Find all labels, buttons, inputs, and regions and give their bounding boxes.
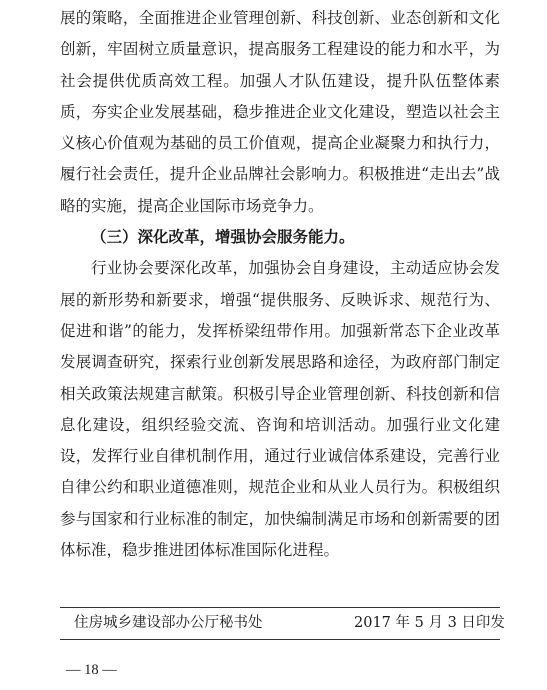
footer-issuer: 住房城乡建设部办公厅秘书处 (74, 615, 263, 631)
body-text (60, 3, 500, 566)
section-heading: （三）深化改革，增强协会服务能力。 (91, 228, 355, 247)
paragraph-continuation: 展的策略，全面推进企业管理创新、科技创新、业态创新和文化创新，牢固树立质量意识，提高服务工程建设的能力和水平，为社会提供优质高效工程。加强人才队伍建设，提升队伍整体素质，夯实企业发展基础，稳步推进企业文化建设，塑造以社会主义核心价值观为基础的员工价值观，提高企业凝聚力和执行力，履行社会责任，提升企业品牌社会影响力。积极推进“走出去”战略的实施，提高企业国际市场竞争力。 (60, 9, 500, 215)
footer-bottom-rule (60, 639, 500, 640)
footer-date: 2017 年 5 月 3 日印发 (354, 615, 505, 631)
footer-top-rule (60, 607, 500, 608)
page-number: — 18 — (66, 662, 117, 678)
section-paragraph: 行业协会要深化改革，加强协会自身建设，主动适应协会发展的新形势和新要求，增强“提供服务、反映诉求、规范行为、促进和谐”的能力，发挥桥梁纽带作用。加强新常态下企业改革发展调查研究，探索行业创新发展思路和途径，为政府部门制定相关政策法规建言献策。积极引导企业管理创新、科技创新和信息化建设，组织经验交流、咨询和培训活动。加强行业文化建设，发挥行业自律机制作用，通过行业诚信体系建设，完善行业自律公约和职业道德准则，规范企业和从业人员行为。积极组织参与国家和行业标准的制定，加快编制满足市场和创新需要的团体标准，稳步推进团体标准国际化进程。 (60, 259, 500, 560)
